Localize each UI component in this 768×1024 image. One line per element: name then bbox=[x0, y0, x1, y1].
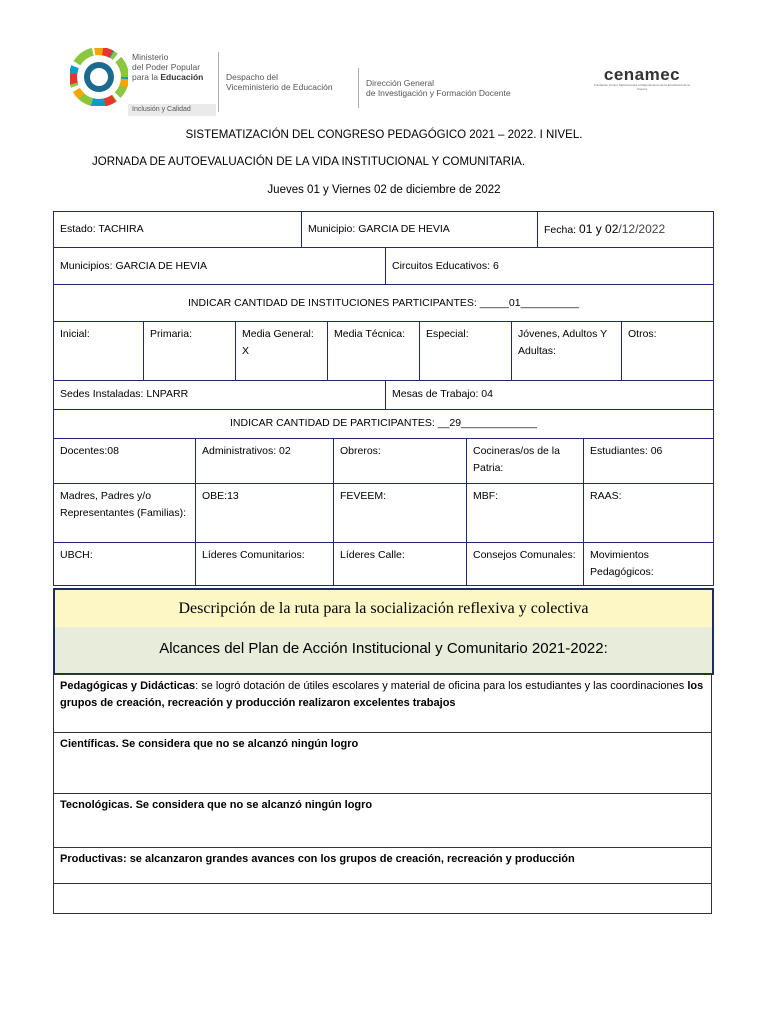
otros-cell: Otros: bbox=[621, 321, 714, 381]
ministry-line2: del Poder Popular bbox=[132, 62, 201, 72]
cientificas-block bbox=[53, 732, 712, 794]
fecha-cell bbox=[537, 211, 714, 248]
header-divider-1 bbox=[218, 52, 219, 112]
feveem-cell: FEVEEM: bbox=[333, 483, 467, 543]
fecha-suffix: /12/2022 bbox=[618, 222, 666, 236]
ministry-line3a: para la bbox=[132, 72, 161, 82]
media-general-cell: Media General: X bbox=[235, 321, 328, 381]
tecnologicas-text: Tecnológicas. Se considera que no se alcanzó ningún logro bbox=[60, 799, 373, 811]
productivas-text: : se alcanzaron grandes avances con los grupos de creación, recreación y producción bbox=[122, 853, 575, 865]
title-line1: SISTEMATIZACIÓN DEL CONGRESO PEDAGÓGICO 2021 – 2022. I NIVEL. bbox=[185, 129, 583, 141]
direccion-line1: Dirección General bbox=[366, 78, 435, 88]
pedagogicas-label: Pedagógicas y Didácticas bbox=[60, 680, 196, 692]
obe-cell: OBE:13 bbox=[195, 483, 334, 543]
ministry-logo-icon bbox=[70, 48, 128, 106]
ministry-name bbox=[132, 52, 222, 82]
fecha-label: Fecha: bbox=[544, 224, 580, 236]
pedagogicas-text: : se logró dotación de útiles escolares y material de oficina para los estudiantes y las coordinaciones bbox=[195, 680, 688, 692]
circuitos-cell: Circuitos Educativos: 6 bbox=[385, 247, 714, 285]
tecnologicas-block bbox=[53, 793, 712, 848]
despacho-line2: Viceministerio de Educación bbox=[226, 82, 333, 92]
direccion-text bbox=[366, 78, 536, 98]
instituciones-value: _____01__________ bbox=[479, 297, 579, 309]
mbf-cell: MBF: bbox=[466, 483, 584, 543]
ubch-cell: UBCH: bbox=[53, 542, 196, 586]
empty-block bbox=[53, 883, 712, 914]
mesas-cell: Mesas de Trabajo: 04 bbox=[385, 380, 714, 410]
sedes-cell: Sedes Instaladas: LNPARR bbox=[53, 380, 386, 410]
pedagogicas-block bbox=[53, 674, 712, 733]
ministry-tagline: Inclusión y Calidad bbox=[128, 104, 216, 116]
participantes-label: INDICAR CANTIDAD DE PARTICIPANTES: bbox=[230, 417, 438, 429]
ministry-line1: Ministerio bbox=[132, 52, 169, 62]
cenamec-logo bbox=[592, 66, 692, 94]
jovenes-cell: Jóvenes, Adultos Y Adultas: bbox=[511, 321, 622, 381]
raas-cell: RAAS: bbox=[583, 483, 714, 543]
cenamec-wordmark: cenamec bbox=[603, 65, 681, 84]
instituciones-label: INDICAR CANTIDAD DE INSTITUCIONES PARTICIPANTES: bbox=[188, 297, 480, 309]
administrativos-cell: Administrativos: 02 bbox=[195, 438, 334, 484]
despacho-text bbox=[226, 72, 356, 92]
productivas-label: Productivas bbox=[60, 853, 123, 865]
productivas-block bbox=[53, 847, 712, 884]
cocineras-cell: Cocineras/os de la Patria: bbox=[466, 438, 584, 484]
pedagogicas-bold-text: los grupos de creación, recreación y producción realizaron excelentes trabajos bbox=[60, 680, 704, 709]
alcances-banner: Alcances del Plan de Acción Institucional y Comunitario 2021-2022: bbox=[53, 627, 714, 675]
primaria-cell: Primaria: bbox=[143, 321, 236, 381]
madres-cell: Madres, Padres y/o Representantes (Familias): bbox=[53, 483, 196, 543]
instituciones-cell bbox=[53, 284, 714, 322]
municipios-cell: Municipios: GARCIA DE HEVIA bbox=[53, 247, 386, 285]
obreros-cell: Obreros: bbox=[333, 438, 467, 484]
estado-cell: Estado: TACHIRA bbox=[53, 211, 302, 248]
cientificas-text: Científicas. Se considera que no se alcanzó ningún logro bbox=[60, 738, 359, 750]
despacho-line1: Despacho del bbox=[226, 72, 278, 82]
lideres-calle-cell: Líderes Calle: bbox=[333, 542, 467, 586]
docentes-cell: Docentes:08 bbox=[53, 438, 196, 484]
participantes-cell bbox=[53, 409, 714, 439]
title-line3: Jueves 01 y Viernes 02 de diciembre de 2022 bbox=[267, 184, 501, 196]
inicial-cell: Inicial: bbox=[53, 321, 144, 381]
header-divider-2 bbox=[358, 68, 359, 108]
direccion-line2: de Investigación y Formación Docente bbox=[366, 88, 511, 98]
movimientos-cell: Movimientos Pedagógicos: bbox=[583, 542, 714, 586]
title-line2: JORNADA DE AUTOEVALUACIÓN DE LA VIDA INSTITUCIONAL Y COMUNITARIA. bbox=[92, 156, 526, 168]
header-banner bbox=[68, 48, 528, 116]
consejos-cell: Consejos Comunales: bbox=[466, 542, 584, 586]
estudiantes-cell: Estudiantes: 06 bbox=[583, 438, 714, 484]
ministry-line3b: Educación bbox=[160, 72, 204, 82]
especial-cell: Especial: bbox=[419, 321, 512, 381]
participantes-value: __29_____________ bbox=[437, 417, 537, 429]
media-tecnica-cell: Media Técnica: bbox=[327, 321, 420, 381]
cenamec-subtitle: Fundación Centro Nacional para el Mejoramiento de la Enseñanza de la Ciencia bbox=[594, 83, 690, 91]
lideres-comunitarios-cell: Líderes Comunitarios: bbox=[195, 542, 334, 586]
descripcion-banner: Descripción de la ruta para la socialización reflexiva y colectiva bbox=[53, 588, 714, 628]
fecha-value: 01 y 02 bbox=[579, 222, 619, 236]
municipio-cell: Municipio: GARCIA DE HEVIA bbox=[301, 211, 538, 248]
